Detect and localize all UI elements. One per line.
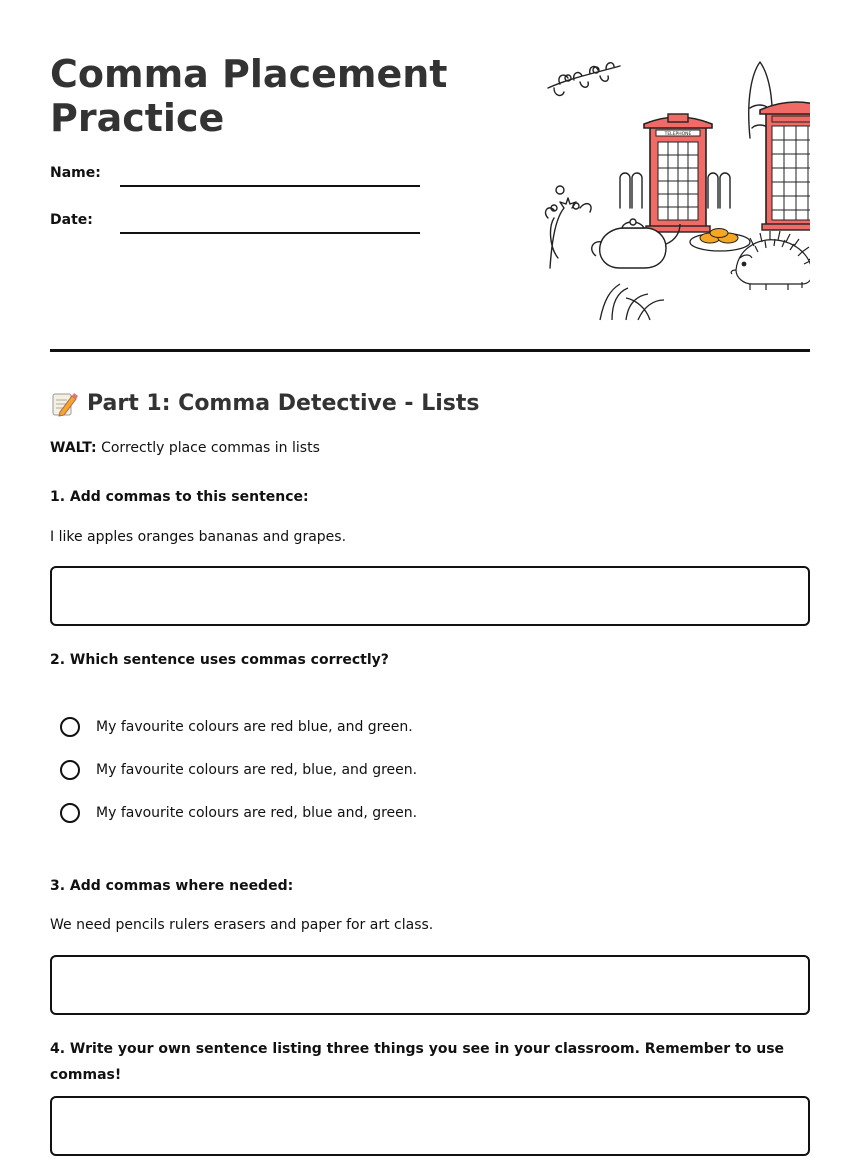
- telephone-box-garden-illustration: [540, 58, 810, 326]
- telephone-sign-text: TELEPHONE: [664, 132, 692, 137]
- question-2-option-3[interactable]: [60, 800, 417, 826]
- walt-statement: [50, 440, 320, 456]
- name-field: [50, 165, 420, 195]
- telephone-box-right: [760, 102, 810, 230]
- walt-label: WALT:: [50, 440, 97, 456]
- name-line[interactable]: [120, 185, 420, 187]
- date-field: [50, 212, 420, 242]
- walt-text: Correctly place commas in lists: [101, 440, 320, 456]
- flowers-icon: [546, 198, 592, 268]
- part1-heading: [50, 388, 479, 420]
- part1-heading-text: Part 1: Comma Detective - Lists: [87, 391, 480, 416]
- question-3-sentence: We need pencils rulers erasers and paper for art class.: [50, 917, 434, 933]
- question-1: 1. Add commas to this sentence:: [50, 489, 309, 505]
- vine-icon: [548, 63, 620, 96]
- date-line[interactable]: [120, 232, 420, 234]
- telephone-box-left: [644, 114, 712, 232]
- question-3-answer-box[interactable]: [50, 955, 810, 1015]
- date-label: Date:: [50, 212, 93, 228]
- option-label: My favourite colours are red, blue, and green.: [96, 762, 418, 778]
- question-2-option-1[interactable]: [60, 714, 413, 740]
- radio-button[interactable]: [60, 717, 80, 737]
- option-label: My favourite colours are red blue, and green.: [96, 719, 413, 735]
- question-2: 2. Which sentence uses commas correctly?: [50, 652, 389, 668]
- question-1-sentence: I like apples oranges bananas and grapes.: [50, 529, 347, 545]
- question-1-answer-box[interactable]: [50, 566, 810, 626]
- name-label: Name:: [50, 165, 101, 181]
- question-4: 4. Write your own sentence listing three things you see in your classroom. Remember to use commas!: [50, 1041, 785, 1083]
- radio-button[interactable]: [60, 803, 80, 823]
- worksheet-title: [50, 52, 447, 140]
- title-line-1: Comma Placement: [50, 52, 448, 96]
- pencil-memo-icon: [50, 390, 78, 418]
- header-divider: [50, 349, 810, 352]
- question-4-answer-box[interactable]: [50, 1096, 810, 1156]
- question-2-option-2[interactable]: [60, 757, 417, 783]
- title-line-2: Practice: [50, 96, 225, 140]
- radio-button[interactable]: [60, 760, 80, 780]
- option-label: My favourite colours are red, blue and, green.: [96, 805, 418, 821]
- question-3: 3. Add commas where needed:: [50, 878, 294, 894]
